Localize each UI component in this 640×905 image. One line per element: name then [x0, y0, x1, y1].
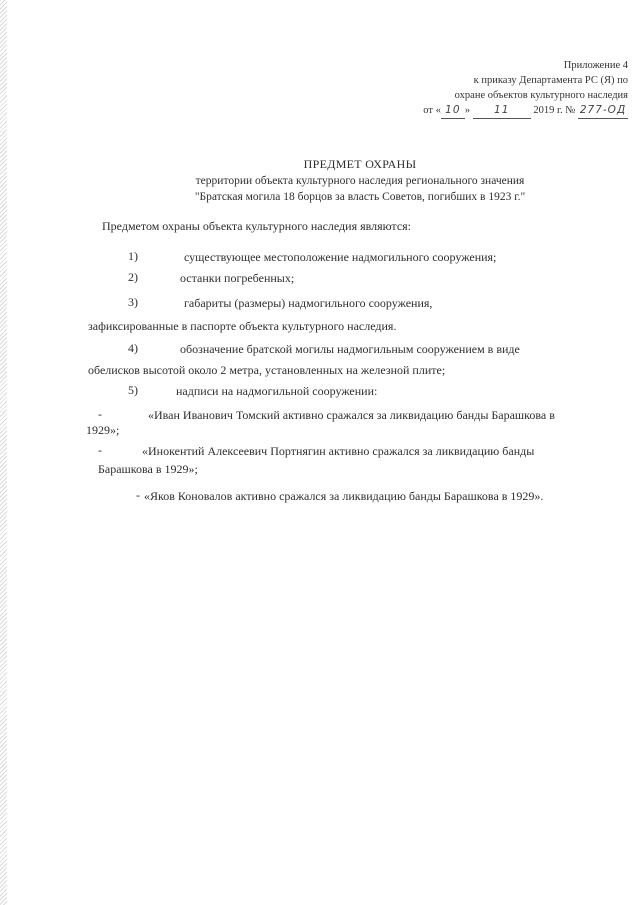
order-number: 277-ОД [578, 103, 628, 119]
list-item: габариты (размеры) надмогильного сооружения, [184, 296, 433, 310]
list-item-continuation: зафиксированные в паспорте объекта культурного наследия. [88, 319, 397, 333]
list-item-continuation: обелисков высотой около 2 метра, установленных на железной плите; [88, 363, 446, 377]
list-item: обозначение братской могилы надмогильным сооружением в виде [180, 342, 520, 356]
date-month: 11 [473, 103, 531, 119]
date-mid: » [464, 105, 471, 116]
item-number: 3) [128, 295, 138, 309]
item-number: 2) [128, 270, 138, 284]
list-item: надписи на надмогильной сооружении: [176, 384, 378, 398]
document-title: ПРЕДМЕТ ОХРАНЫ [303, 157, 417, 171]
inscription-dash: - [98, 407, 102, 421]
inscription-dash: - [98, 443, 102, 457]
approval-block [368, 58, 628, 119]
date-prefix: от « [423, 105, 441, 116]
title-block [120, 155, 600, 205]
item-number: 4) [128, 341, 138, 355]
approval-line-2: к приказу Департамента РС (Я) по [473, 75, 628, 86]
inscription-line: 1929»; [86, 423, 120, 437]
inscription-line: «Иван Иванович Томский активно сражался за ликвидацию банды Барашкова в [148, 408, 555, 422]
subtitle-line-1: территории объекта культурного наследия регионального значения [195, 175, 525, 187]
date-year: 2019 г. № [533, 105, 576, 116]
list-item: останки погребенных; [180, 271, 295, 285]
list-item: существующее местоположение надмогильного сооружения; [184, 250, 497, 264]
item-number: 5) [128, 383, 138, 397]
inscription-dash: - [136, 488, 140, 502]
approval-date-line [368, 103, 628, 119]
approval-line-1: Приложение 4 [563, 60, 628, 71]
intro-paragraph: Предметом охраны объекта культурного наследия являются: [102, 219, 412, 233]
scan-edge [0, 0, 7, 905]
date-day: 10 [441, 103, 465, 119]
inscription-line: «Яков Коновалов активно сражался за ликвидацию банды Барашкова в 1929». [144, 489, 544, 503]
item-number: 1) [128, 249, 138, 263]
subtitle-line-2: "Братская могила 18 борцов за власть Советов, погибших в 1923 г." [194, 191, 526, 203]
approval-line-3: охране объектов культурного наследия [454, 90, 628, 101]
inscription-line: «Инокентий Алексеевич Портнягин активно сражался за ликвидацию банды [142, 444, 535, 458]
inscription-line: Барашкова в 1929»; [98, 462, 198, 476]
